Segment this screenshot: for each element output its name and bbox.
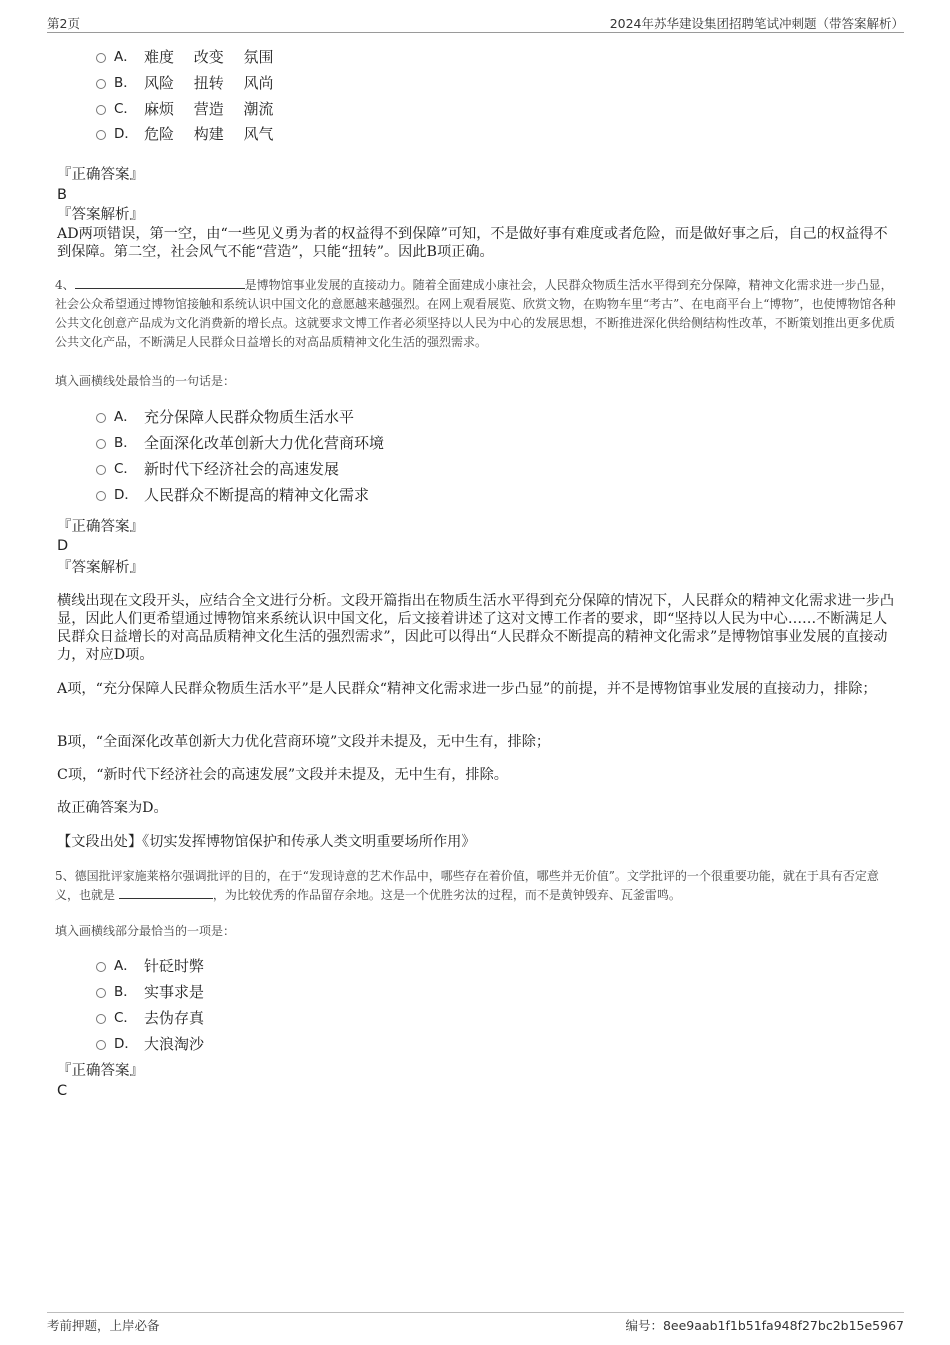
- option-label: B．: [114, 75, 137, 91]
- q4-answer: D: [57, 538, 69, 554]
- q5-stem: [55, 867, 900, 905]
- radio-icon[interactable]: [96, 1040, 106, 1050]
- radio-icon[interactable]: [96, 1014, 106, 1024]
- option-label: A．: [114, 409, 137, 425]
- q4-stem-text: 是博物馆事业发展的直接动力。随着全面建成小康社会，人民群众物质生活水平得到充分保障，精神文化需求进一步凸显，社会公众希望通过博物馆接触和系统认识中国文化的意愿越来越强烈。在网上观看展览、欣赏文物，在购物车里“考古”、在电商平台上“博物”，也使博物馆各种公共文化创意产品成为文化消费新的增长点。这就要求文博工作者必须坚持以人民为中心的发展思想，不断推进深化供给侧结构性改革，不断策划推出更多优质公共文化产品，不断满足人民群众日益增长的对高品质精神文化生活的强烈需求。: [55, 278, 896, 349]
- option-text: 全面深化改革创新大力优化营商环境: [144, 434, 385, 452]
- q4-prompt: 填入画横线处最恰当的一句话是：: [55, 374, 236, 388]
- option-text: 针砭时弊: [144, 957, 205, 975]
- q5-stem-after: ，为比较优秀的作品留存余地。这是一个优胜劣汰的过程，而不是黄钟毁弃、瓦釜雷鸣。: [212, 888, 681, 902]
- option-label: D．: [114, 1036, 138, 1052]
- option-label: C．: [114, 101, 137, 117]
- radio-icon[interactable]: [96, 79, 106, 89]
- option-label: C．: [114, 461, 137, 477]
- option-text: 危险 构建 风气: [144, 125, 274, 143]
- q4-analysis-heading: 『答案解析』: [57, 560, 144, 576]
- q4-analysis-paragraph: A项，“充分保障人民群众物质生活水平”是人民群众“精神文化需求进一步凸显”的前提，并不是博物馆事业发展的直接动力，排除；: [57, 681, 877, 697]
- option-label: C．: [114, 1010, 137, 1026]
- option-text: 人民群众不断提高的精神文化需求: [144, 486, 370, 504]
- option-text: 实事求是: [144, 983, 205, 1001]
- q3-analysis-heading: 『答案解析』: [57, 207, 144, 223]
- option-label: B．: [114, 984, 137, 1000]
- q4-analysis-paragraph: B项，“全面深化改革创新大力优化营商环境”文段并未提及，无中生有，排除；: [57, 734, 551, 750]
- document-title: 2024年苏华建设集团招聘笔试冲刺题（带答案解析）: [609, 16, 904, 31]
- option-label: A．: [114, 958, 137, 974]
- q5-answer-heading: 『正确答案』: [57, 1063, 144, 1079]
- question-number: 4、: [55, 278, 75, 292]
- q4-analysis-paragraph: 故正确答案为D。: [57, 800, 168, 816]
- q3-analysis: AD两项错误，第一空，由“一些见义勇为者的权益得不到保障”可知，不是做好事有难度或者危险，而是做好事之后，自己的权益得不到保障。第二空，社会风气不能“营造”，只能“扭转”。因此B项正确。: [57, 226, 888, 260]
- page-footer: [47, 1312, 904, 1333]
- document-id: 编号：8ee9aab1f1b51fa948f27bc2b15e5967: [625, 1318, 904, 1333]
- option-text: 新时代下经济社会的高速发展: [144, 460, 340, 478]
- option-text: 去伪存真: [144, 1009, 205, 1027]
- radio-icon[interactable]: [96, 491, 106, 501]
- option-label: D．: [114, 487, 138, 503]
- q3-answer-heading: 『正确答案』: [57, 167, 144, 183]
- radio-icon[interactable]: [96, 988, 106, 998]
- q4-answer-heading: 『正确答案』: [57, 519, 144, 535]
- option-text: 充分保障人民群众物质生活水平: [144, 408, 355, 426]
- option-text: 麻烦 营造 潮流: [144, 100, 274, 118]
- q5-prompt: 填入画横线部分最恰当的一项是：: [55, 924, 236, 938]
- option-text: 难度 改变 氛围: [144, 48, 274, 66]
- option-label: B．: [114, 435, 137, 451]
- radio-icon[interactable]: [96, 413, 106, 423]
- radio-icon[interactable]: [96, 465, 106, 475]
- option-label: A．: [114, 49, 137, 65]
- option-text: 风险 扭转 风尚: [144, 74, 274, 92]
- q4-analysis-paragraph: C项，“新时代下经济社会的高速发展”文段并未提及，无中生有，排除。: [57, 767, 508, 783]
- option-text: 大浪淘沙: [144, 1035, 205, 1053]
- q5-answer: C: [57, 1083, 68, 1099]
- option-label: D．: [114, 126, 138, 142]
- radio-icon[interactable]: [96, 105, 106, 115]
- radio-icon[interactable]: [96, 962, 106, 972]
- radio-icon[interactable]: [96, 130, 106, 140]
- q4-source: 【文段出处】《切实发挥博物馆保护和传承人类文明重要场所作用》: [57, 834, 476, 850]
- radio-icon[interactable]: [96, 53, 106, 63]
- radio-icon[interactable]: [96, 439, 106, 449]
- answer-blank: [75, 276, 245, 289]
- q5-stem-before: 德国批评家施莱格尔强调批评的目的，在于“发现诗意的艺术作品中，哪些存在着价值，哪些并无价值”。文学批评的一个很重要功能，就在于具有否定意义，也就是: [55, 869, 879, 902]
- page-number: 第2页: [47, 16, 80, 31]
- footer-slogan: 考前押题，上岸必备: [47, 1318, 160, 1333]
- q3-answer: B: [57, 187, 67, 203]
- page-header: [47, 14, 904, 33]
- answer-blank: [119, 886, 213, 899]
- q4-stem: [55, 276, 900, 352]
- q4-analysis-paragraph: 横线出现在文段开头，应结合全文进行分析。文段开篇指出在物质生活水平得到充分保障的情况下，人民群众的精神文化需求进一步凸显，因此人们更希望通过博物馆来系统认识中国文化，后文接着讲述了这对文博工作者的要求，即“坚持以人民为中心……不断满足人民群众日益增长的对高品质精神文化生活的强烈需求”，因此可以得出“人民群众不断提高的精神文化需求”是博物馆事业发展的直接动力，对应D项。: [57, 593, 895, 663]
- question-number: 5、: [55, 869, 75, 883]
